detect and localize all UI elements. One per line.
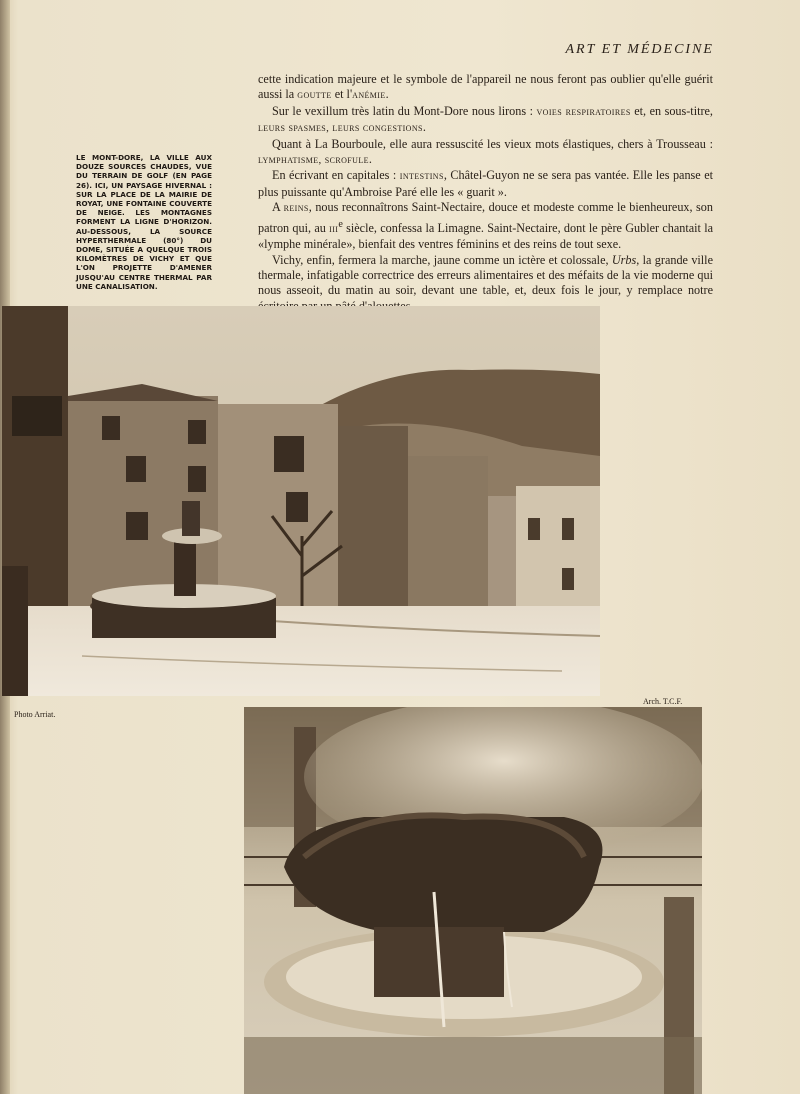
- paragraph-3: Quant à La Bourboule, elle aura ressuscité les vieux mots élastiques, chers à Trousseau : lymphatisme, scrofule.: [258, 136, 713, 167]
- photo-thermal-spring: [244, 707, 702, 1094]
- article-body: [258, 72, 713, 314]
- royat-square-illustration: [2, 306, 600, 696]
- running-title: ART ET MÉDECINE: [565, 42, 714, 57]
- paragraph-5: A reins, nous reconnaîtrons Saint-Nectaire, douce et modeste comme le bienheureux, son patron qui, au iii$^e$ siècle, confessa la Limagne. Saint-Nectaire, dont le père Gubler chantait la «lymphe minérale», bienfait des ventres féminins et des reins de tout sexe.: [258, 200, 713, 252]
- photo-caption: LE MONT-DORE, LA VILLE AUX DOUZE SOURCES CHAUDES, VUE DU TERRAIN DE GOLF (EN PAGE 26). ICI, UN PAYSAGE HIVERNAL : SUR LA PLACE DE LA MAIRIE DE ROYAT, UNE FONTAINE COUVERTE DE NEIGE. LES MONTAGNES FORMENT LA LIGNE D'HORIZON. AU-DESSOUS, LA SOURCE HYPERTHERMALE (80°) DU DOME, SITUÉE A QUELQUE TROIS KILOMÈTRES DE VICHY ET QUE L'ON PROJETTE D'AMENER JUSQU'AU CENTRE THERMAL PAR UNE CANALISATION.: [76, 153, 212, 291]
- paragraph-4: En écrivant en capitales : intestins, Châtel-Guyon ne se sera pas vantée. Elle les panse et plus puissante qu'Ambroise Paré elle les « guarit ».: [258, 168, 713, 199]
- credit-bottom-photo: Photo Arriat.: [14, 710, 56, 719]
- thermal-spring-illustration: [244, 707, 702, 1094]
- paragraph-6: Vichy, enfin, fermera la marche, jaune comme un ictère et colossale, Urbs, la grande ville thermale, infatigable correctrice des erreurs alimentaires et des méfaits de la vie moderne qui nous asseoit, du matin au soir, devant une table, et, deux fois le jour, y remplace notre: [258, 252, 713, 298]
- paragraph-1: cette indication majeure et le symbole de l'appareil ne nous feront pas oublier qu'elle guérit aussi la goutte et l'anémie.: [258, 72, 713, 102]
- paragraph-2: Sur le vexillum très latin du Mont-Dore nous lirons : voies respiratoires et, en sous-titre, leurs spasmes, leurs congestions.: [258, 103, 713, 135]
- credit-top-photo: Arch. T.C.F.: [643, 697, 683, 706]
- photo-royat-square: [2, 306, 600, 696]
